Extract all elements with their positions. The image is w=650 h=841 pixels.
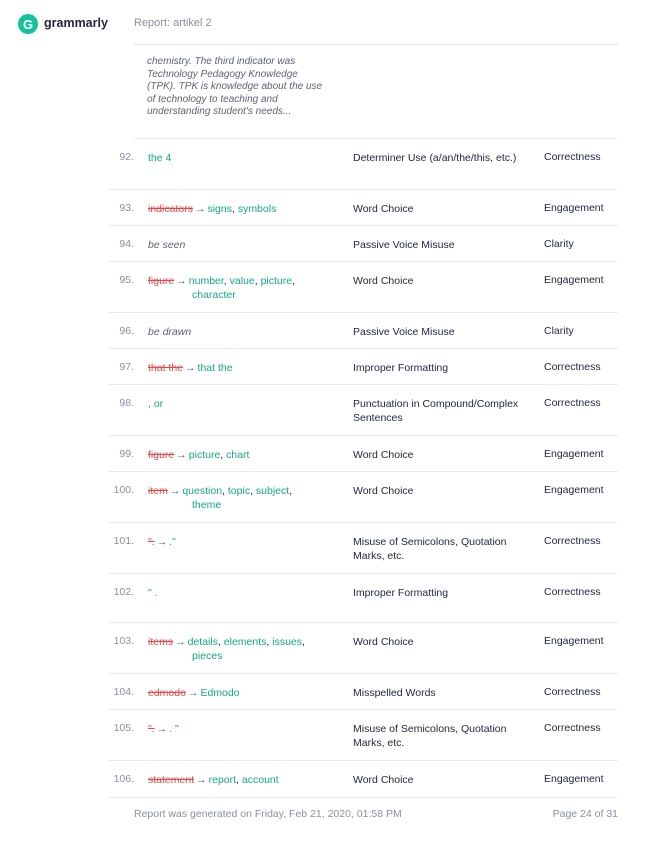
- row-number: 105.: [113, 722, 134, 734]
- row-number: 96.: [119, 325, 134, 337]
- suggested-text: value: [229, 275, 255, 287]
- deleted-text: ".: [148, 723, 155, 735]
- suggested-text: that the: [197, 362, 233, 374]
- issue-category: Word Choice: [353, 774, 414, 786]
- issue-category: Misuse of Semicolons, Quotation Marks, etc.: [353, 723, 507, 749]
- issue-type: Engagement: [544, 202, 604, 214]
- issue-category: Word Choice: [353, 636, 414, 648]
- issue-category: Passive Voice Misuse: [353, 239, 455, 251]
- separator: ,: [231, 203, 238, 215]
- footer-generated: Report was generated on Friday, Feb 21, 2020, 01:58 PM: [134, 808, 402, 820]
- issue-type: Correctness: [544, 535, 601, 547]
- table-row: [108, 523, 618, 574]
- report-header: [18, 14, 618, 36]
- table-row: [108, 674, 618, 710]
- suggestion: [148, 202, 328, 216]
- suggested-text: " .: [148, 587, 158, 599]
- suggested-text: picture: [188, 449, 221, 461]
- table-row: [108, 574, 618, 623]
- row-number: 106.: [113, 773, 134, 785]
- row-number: 99.: [119, 448, 134, 460]
- suggestion: [148, 397, 328, 411]
- issue-type: Correctness: [544, 397, 601, 409]
- suggested-text: details: [187, 636, 218, 648]
- issue-type: Clarity: [544, 325, 574, 337]
- context-excerpt: chemistry. The third indicator was Technology Pedagogy Knowledge (TPK). TPK is knowledge about the use of technology to teaching and understanding student's needs...: [147, 56, 323, 117]
- suggested-text: number: [188, 275, 224, 287]
- separator: ,: [220, 449, 227, 461]
- suggestion: [148, 722, 328, 736]
- table-row: [108, 623, 618, 674]
- arrow-icon: →: [194, 203, 206, 215]
- deleted-text: items: [148, 636, 174, 648]
- separator: ,: [223, 275, 230, 287]
- separator: ,: [266, 636, 273, 648]
- suggested-text: Edmodo: [200, 687, 240, 699]
- deleted-text: item: [148, 485, 168, 497]
- issue-type: Engagement: [544, 448, 604, 460]
- suggested-text: chart: [226, 449, 250, 461]
- issue-type: Engagement: [544, 773, 604, 785]
- row-number: 102.: [113, 586, 134, 598]
- suggestion: [148, 586, 328, 600]
- arrow-icon: →: [176, 275, 187, 287]
- table-row: [108, 190, 618, 226]
- report-title: Report: artikel 2: [134, 17, 212, 29]
- arrow-icon: →: [156, 536, 168, 548]
- suggestion-continued: [148, 498, 328, 512]
- row-number: 97.: [119, 361, 134, 373]
- footer-page-number: Page 24 of 31: [552, 808, 618, 820]
- table-row: [108, 436, 618, 472]
- issue-category: Misuse of Semicolons, Quotation Marks, etc.: [353, 536, 507, 562]
- suggested-text: question: [182, 485, 223, 497]
- separator: ,: [302, 636, 305, 648]
- deleted-text: ".: [148, 536, 155, 548]
- suggestion: [148, 535, 328, 549]
- issue-category: Misspelled Words: [353, 687, 436, 699]
- issue-type: Engagement: [544, 484, 604, 496]
- table-row: [108, 139, 618, 190]
- row-number: 104.: [113, 686, 134, 698]
- row-number: 98.: [119, 397, 134, 409]
- suggested-text: signs: [207, 203, 232, 215]
- arrow-icon: →: [156, 723, 168, 735]
- issue-type: Engagement: [544, 635, 604, 647]
- suggested-text: account: [241, 774, 279, 786]
- suggested-text: picture: [260, 275, 293, 287]
- arrow-icon: →: [185, 362, 196, 374]
- suggested-text: issues: [272, 636, 303, 648]
- suggested-text: subject: [255, 485, 290, 497]
- separator: ,: [254, 275, 261, 287]
- suggestion: [148, 361, 328, 375]
- table-row: [108, 385, 618, 436]
- brand-name: grammarly: [44, 16, 108, 30]
- issue-category: Determiner Use (a/an/the/this, etc.): [353, 152, 517, 164]
- grammarly-logo-icon: G: [18, 14, 38, 34]
- issue-category: Word Choice: [353, 485, 414, 497]
- flagged-text: be seen: [148, 239, 186, 251]
- issue-category: Punctuation in Compound/Complex Sentences: [353, 398, 519, 424]
- issue-type: Engagement: [544, 274, 604, 286]
- issues-table: [0, 139, 650, 798]
- row-number: 94.: [119, 238, 134, 250]
- table-row: [108, 313, 618, 349]
- suggestion-continued: [148, 649, 328, 663]
- issue-category: Passive Voice Misuse: [353, 326, 455, 338]
- suggested-text: the 4: [148, 152, 172, 164]
- issue-category: Word Choice: [353, 449, 414, 461]
- deleted-text: figure: [148, 449, 175, 461]
- table-row: [108, 262, 618, 313]
- deleted-text: indicators: [148, 203, 193, 215]
- arrow-icon: →: [196, 774, 207, 786]
- deleted-text: edmodo: [148, 687, 186, 699]
- separator: ,: [292, 275, 296, 287]
- suggestion: [148, 773, 328, 787]
- row-number: 100.: [113, 484, 134, 496]
- suggestion: [148, 238, 328, 252]
- suggestion-continued: [148, 288, 328, 302]
- suggestion: [148, 325, 328, 339]
- separator: ,: [222, 485, 228, 497]
- suggestion: [148, 151, 328, 165]
- issue-category: Word Choice: [353, 275, 414, 287]
- deleted-text: that the: [148, 362, 184, 374]
- flagged-text: be drawn: [148, 326, 192, 338]
- arrow-icon: →: [175, 636, 186, 648]
- issue-type: Correctness: [544, 722, 601, 734]
- row-number: 103.: [113, 635, 134, 647]
- table-row: [108, 761, 618, 798]
- suggested-text: theme: [192, 499, 222, 511]
- issue-category: Improper Formatting: [353, 587, 449, 599]
- issue-type: Correctness: [544, 151, 601, 163]
- issue-category: Improper Formatting: [353, 362, 449, 374]
- suggested-text: . ": [169, 723, 179, 735]
- row-number: 93.: [119, 202, 134, 214]
- suggestion: [148, 484, 328, 512]
- suggested-text: report: [208, 774, 237, 786]
- header-divider: [134, 44, 618, 45]
- table-row: [108, 226, 618, 262]
- separator: ,: [250, 485, 256, 497]
- table-row: [108, 472, 618, 523]
- suggested-text: elements: [223, 636, 267, 648]
- suggested-text: .": [169, 536, 176, 548]
- suggestion: [148, 274, 328, 302]
- deleted-text: figure: [148, 275, 175, 287]
- arrow-icon: →: [169, 485, 181, 497]
- issue-category: Word Choice: [353, 203, 414, 215]
- row-number: 95.: [119, 274, 134, 286]
- arrow-icon: →: [176, 449, 187, 461]
- issue-type: Correctness: [544, 586, 601, 598]
- table-row: [108, 349, 618, 385]
- suggestion: [148, 448, 328, 462]
- separator: ,: [289, 485, 293, 497]
- separator: ,: [236, 774, 242, 786]
- suggestion: [148, 635, 328, 663]
- row-number: 101.: [113, 535, 134, 547]
- suggested-text: topic: [227, 485, 251, 497]
- suggested-text: , or: [148, 398, 164, 410]
- deleted-text: statement: [148, 774, 195, 786]
- suggested-text: symbols: [237, 203, 277, 215]
- suggestion: [148, 686, 328, 700]
- issue-type: Correctness: [544, 686, 601, 698]
- suggested-text: character: [192, 289, 236, 301]
- issue-type: Clarity: [544, 238, 574, 250]
- table-row: [108, 710, 618, 761]
- row-number: 92.: [119, 151, 134, 163]
- suggested-text: pieces: [192, 650, 223, 662]
- separator: ,: [217, 636, 224, 648]
- issue-type: Correctness: [544, 361, 601, 373]
- arrow-icon: →: [187, 687, 199, 699]
